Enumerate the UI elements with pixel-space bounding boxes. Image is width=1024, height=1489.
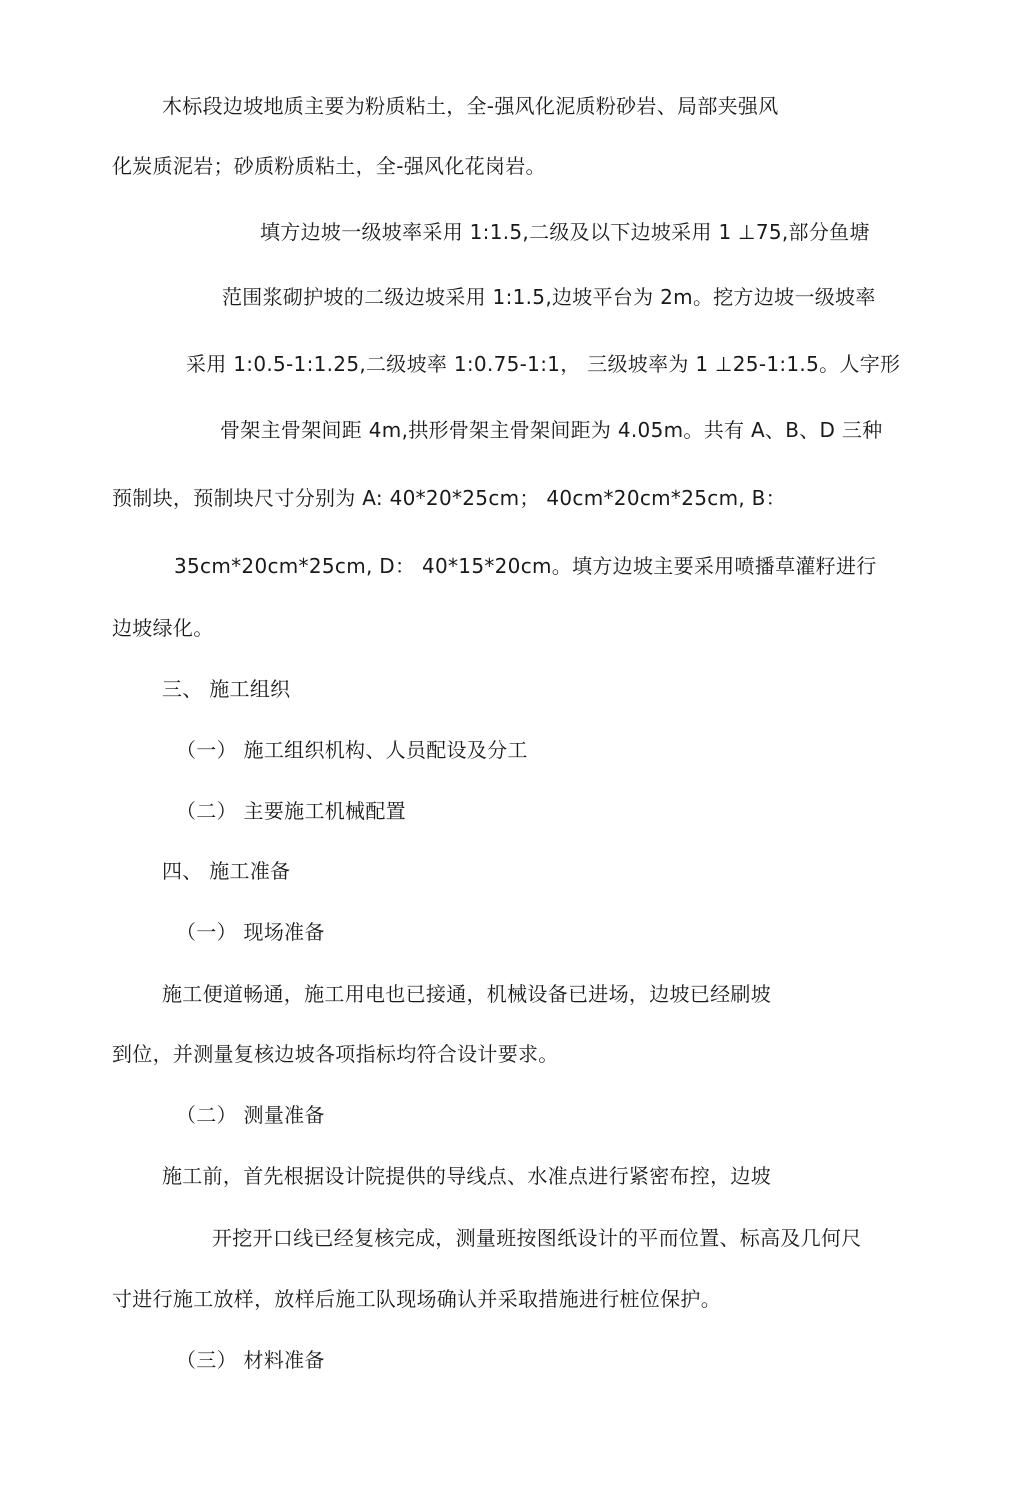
body-text-line: 骨架主骨架间距 4m,拱形骨架主骨架间距为 4.05m。共有 A、B、D 三种	[220, 418, 883, 442]
body-text-line: 预制块，预制块尺寸分别为 A: 40*20*25cm； 40cm*20cm*25cm, B：	[112, 486, 786, 510]
body-text-line: 边坡绿化。	[112, 616, 214, 640]
body-text-line: 木标段边坡地质主要为粉质粘土，全-强风化泥质粉砂岩、局部夹强风	[162, 94, 779, 118]
body-text-line: 寸进行施工放样，放样后施工队现场确认并采取措施进行桩位保护。	[112, 1287, 721, 1311]
subsection-heading: （二） 测量准备	[176, 1103, 325, 1127]
body-text-line: 施工便道畅通，施工用电也已接通，机械设备已进场，边坡已经刷坡	[162, 982, 771, 1006]
body-text-line: 开挖开口线已经复核完成，测量班按图纸设计的平而位置、标高及几何尺	[212, 1226, 862, 1250]
subsection-heading: （二） 主要施工机械配置	[176, 799, 406, 823]
subsection-heading: （一） 施工组织机构、人员配设及分工	[176, 738, 528, 762]
subsection-heading: （三） 材料准备	[176, 1348, 325, 1372]
section-heading: 三、 施工组织	[162, 677, 291, 701]
section-heading: 四、 施工准备	[162, 859, 291, 883]
body-text-line: 填方边坡一级坡率采用 1:1.5,二级及以下边坡采用 1 ⊥75,部分鱼塘	[260, 220, 870, 244]
body-text-line: 施工前，首先根据设计院提供的导线点、水准点进行紧密布控，边坡	[162, 1164, 771, 1188]
body-text-line: 到位，并测量复核边坡各项指标均符合设计要求。	[112, 1042, 559, 1066]
body-text-line: 化炭质泥岩；砂质粉质粘土，全-强风化花岗岩。	[112, 154, 546, 178]
body-text-line: 35cm*20cm*25cm, D： 40*15*20cm。填方边坡主要采用喷播草灌籽进行	[174, 554, 877, 578]
body-text-line: 范围浆砌护坡的二级边坡采用 1:1.5,边坡平台为 2m。挖方边坡一级坡率	[222, 285, 876, 309]
body-text-line: 采用 1:0.5-1:1.25,二级坡率 1:0.75-1:1， 三级坡率为 1 ⊥25-1:1.5。人字形	[186, 352, 901, 376]
subsection-heading: （一） 现场准备	[176, 920, 325, 944]
